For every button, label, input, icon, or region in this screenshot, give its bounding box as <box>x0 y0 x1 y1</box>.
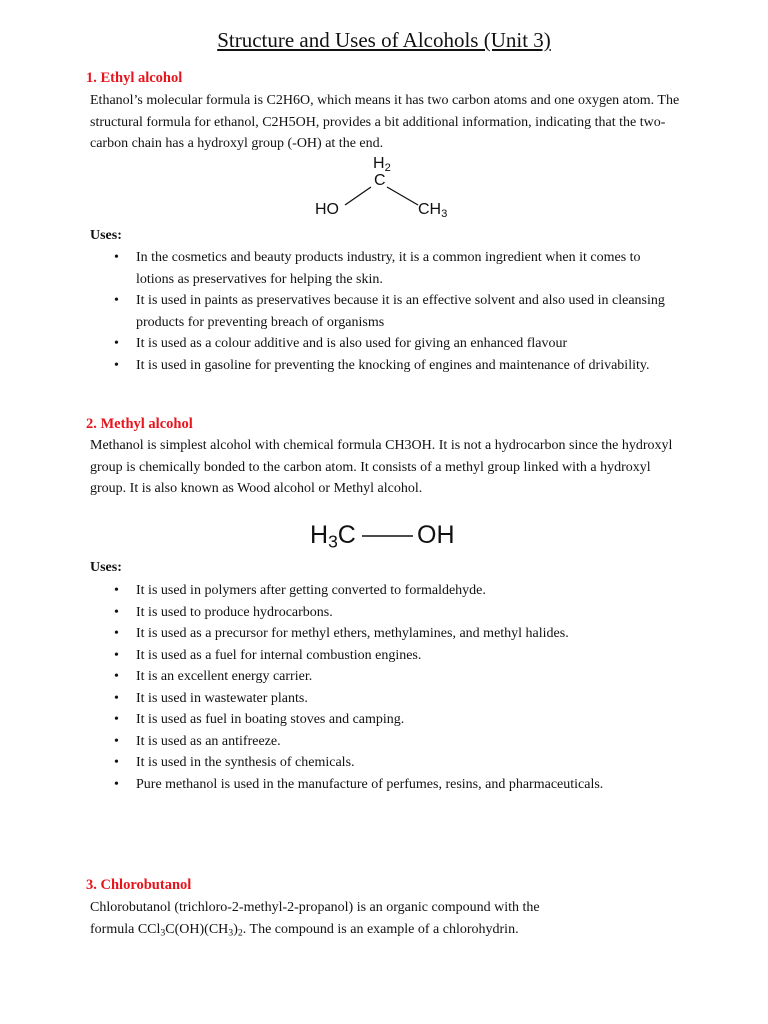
ethanol-ch3-label: $CH_3$ <box>418 201 448 220</box>
list-item: • It is used as a colour additive and is also used for giving an enhanced flavour <box>114 336 568 351</box>
list-item: • It is used in gasoline for preventing the knocking of engines and maintenance of drivability. <box>114 357 650 373</box>
section-paragraph-methyl: Methanol is simplest alcohol with chemical formula CH3OH. It is not a hydrocarbon since the hydroxyl group is chemically bonded to the carbon atom. It consists of a methyl group linked with a hydroxyl group. It is also known as Wood alcohol or Methyl alcohol. <box>90 438 673 497</box>
list-item: • It is used as fuel in boating stoves and camping. <box>114 712 405 727</box>
page-title: Structure and Uses of Alcohols (Unit 3) <box>217 28 551 52</box>
list-item: • It is used in the synthesis of chemicals. <box>114 755 355 770</box>
list-item: • Pure methanol is used in the manufacture of perfumes, resins, and pharmaceuticals. <box>114 776 604 792</box>
methanol-h3c-label: $H_3C$ <box>310 521 356 552</box>
methanol-oh-label: OH <box>417 521 455 549</box>
list-item: • It is an excellent energy carrier. <box>114 669 313 684</box>
ethanol-h2-label: $H_2$ <box>373 155 391 174</box>
list-item: • It is used in polymers after getting converted to formaldehyde. <box>114 583 486 598</box>
list-item: • It is used in paints as preservatives because it is an effective solvent and also used in cleansing products for preventing breach of organisms <box>114 293 665 330</box>
section-heading-ethyl: 1. Ethyl alcohol <box>86 70 183 86</box>
list-item: • In the cosmetics and beauty products industry, it is a common ingredient when it comes to lotions as preservatives for helping the skin. <box>114 250 641 287</box>
uses-label-methyl: Uses: <box>90 560 122 575</box>
list-item: • It is used as a fuel for internal combustion engines. <box>114 647 422 663</box>
section-paragraph-ethyl: Ethanol’s molecular formula is C2H6O, which means it has two carbon atoms and one oxygen atom. The structural formula for ethanol, C2H5OH, provides a bit additional information, indicating that the two-carbon chain has a hydroxyl group (-OH) at the end. <box>90 93 680 152</box>
ethanol-ho-label: HO <box>315 201 339 218</box>
chlorobutanol-line-2: formula $CCl_3C(OH)(CH_3)_2$. The compound is an example of a chlorohydrin. <box>90 921 519 939</box>
uses-label-ethyl: Uses: <box>90 228 122 243</box>
ethanol-c-label: C <box>374 172 386 189</box>
chlorobutanol-line-1: Chlorobutanol (trichloro-2-methyl-2-propanol) is an organic compound with the <box>90 900 540 915</box>
section-paragraph-chlorobutanol <box>90 897 680 940</box>
list-item: • It is used as a precursor for methyl ethers, methylamines, and methyl halides. <box>114 626 569 641</box>
list-item: • It is used as an antifreeze. <box>114 733 281 749</box>
uses-list-methyl <box>90 580 680 795</box>
section-heading-chlorobutanol: 3. Chlorobutanol <box>86 877 192 893</box>
section-heading-methyl: 2. Methyl alcohol <box>86 416 193 432</box>
list-item: • It is used to produce hydrocarbons. <box>114 604 333 620</box>
list-item: • It is used in wastewater plants. <box>114 690 308 706</box>
